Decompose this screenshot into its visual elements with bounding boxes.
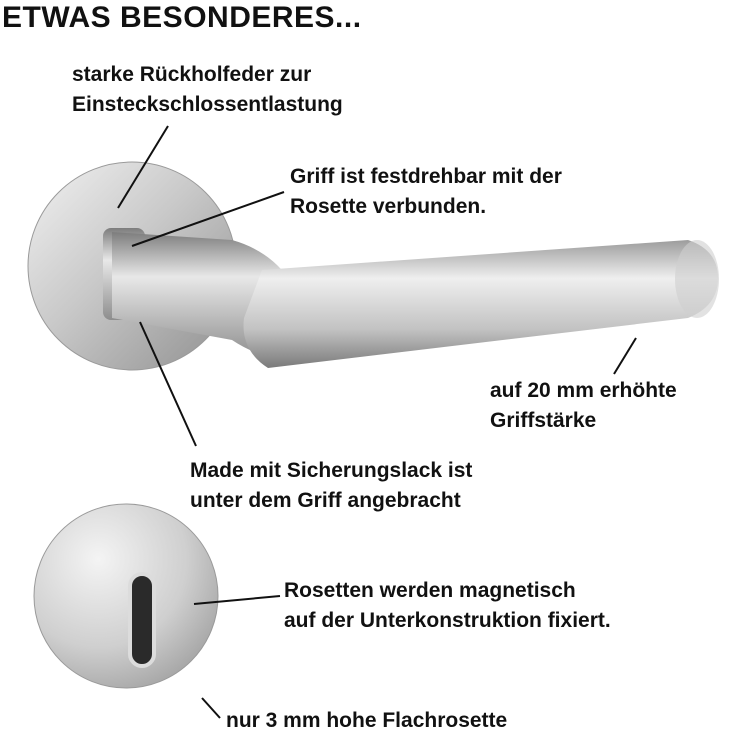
annotation-spring-line-1: starke Rückholfeder zur [72, 63, 312, 86]
annotation-magnetic-line-1: Rosetten werden magnetisch [284, 579, 576, 602]
annotation-lacquer-line-1: Made mit Sicherungslack ist [190, 459, 473, 482]
annotation-spring-line-2: Einsteckschlossentlastung [72, 93, 343, 116]
key-rosette [34, 504, 218, 688]
annotation-magnetic-line-2: auf der Unterkonstruktion fixiert. [284, 609, 611, 632]
annotation-grip-line-2: Griffstärke [490, 409, 597, 432]
annotation-grip-line-1: auf 20 mm erhöhte [490, 379, 677, 402]
handle-lever [244, 240, 719, 368]
annotation-handle-fixed-line-1: Griff ist festdrehbar mit der [290, 165, 562, 188]
keyhole [130, 574, 154, 666]
leader-grip [614, 338, 636, 374]
annotation-handle-fixed-line-2: Rosette verbunden. [290, 195, 487, 218]
annotation-flat-rosette: nur 3 mm hohe Flachrosette [226, 709, 508, 732]
leader-flat [202, 698, 220, 718]
headline: ETWAS BESONDERES... [2, 1, 362, 34]
handle-end-cap [675, 240, 719, 318]
annotation-lacquer-line-2: unter dem Griff angebracht [190, 489, 461, 512]
